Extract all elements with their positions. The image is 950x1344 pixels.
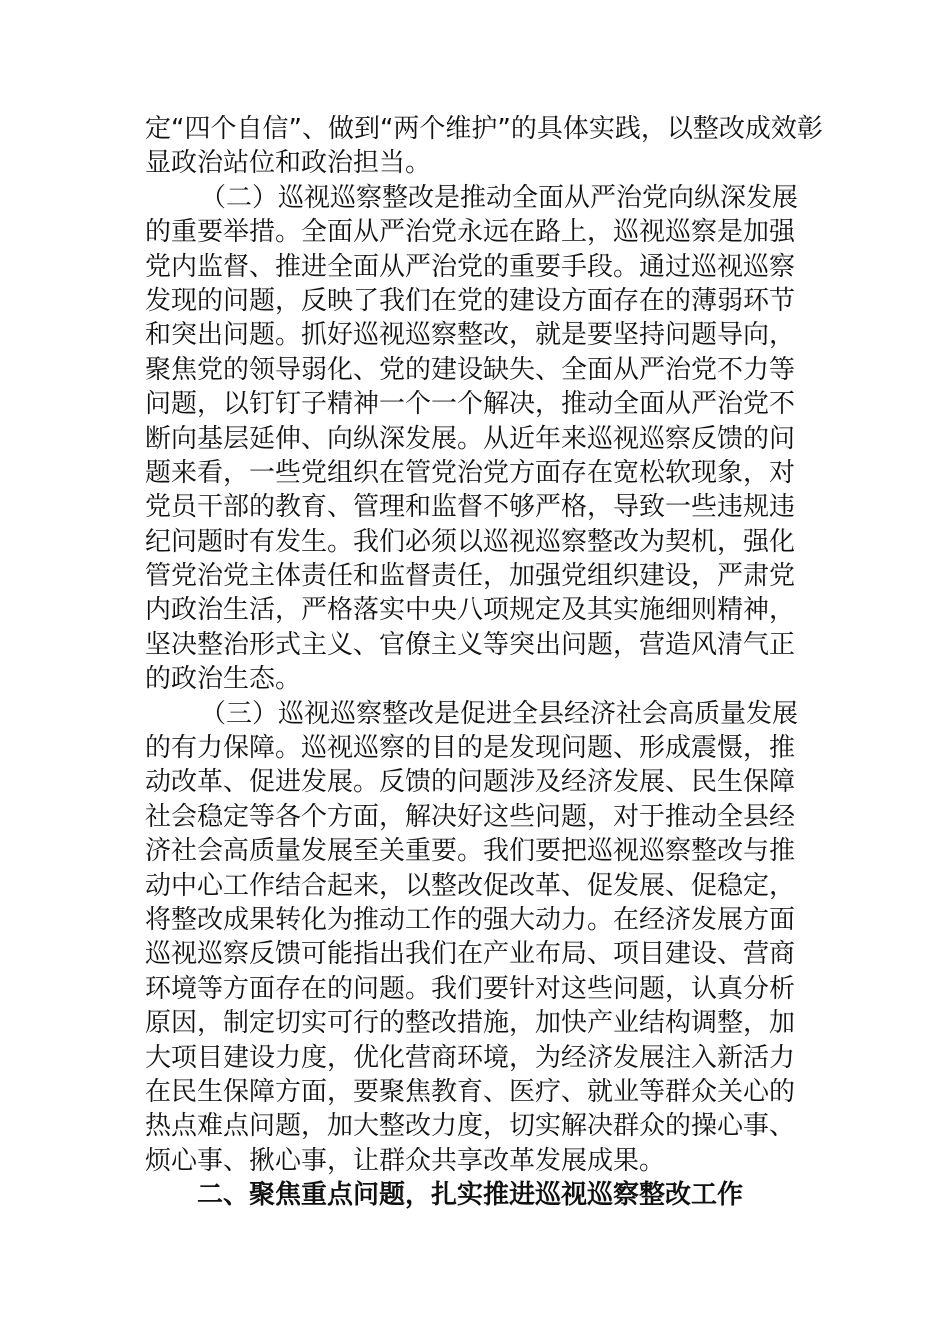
text-line: 巡视巡察反馈可能指出我们在产业布局、项目建设、营商: [145, 939, 796, 970]
text-line: 社会稳定等各个方面，解决好这些问题，对于推动全县经: [145, 801, 796, 832]
section-start-line: （三）巡视巡察整改是促进全县经济社会高质量发展: [200, 698, 799, 729]
text-line: 断向基层延伸、向纵深发展。从近年来巡视巡察反馈的问: [145, 423, 796, 454]
text-line: 在民生保障方面，要聚焦教育、医疗、就业等群众关心的: [145, 1076, 796, 1107]
text-line: 济社会高质量发展至关重要。我们要把巡视巡察整改与推: [145, 836, 796, 867]
text-line: 烦心事、揪心事，让群众共享改革发展成果。: [145, 1145, 666, 1176]
text-line: 环境等方面存在的问题。我们要针对这些问题，认真分析: [145, 973, 796, 1004]
text-line: 大项目建设力度，优化营商环境，为经济发展注入新活力: [145, 1042, 796, 1073]
text-line: 定“四个自信”、做到“两个维护”的具体实践，以整改成效彰: [145, 114, 823, 144]
text-line: 动中心工作结合起来，以整改促改革、促发展、促稳定，: [145, 870, 796, 901]
text-line: 显政治站位和政治担当。: [145, 148, 432, 179]
text-line: 动改革、促进发展。反馈的问题涉及经济发展、民生保障: [145, 767, 796, 798]
text-line: 题来看，一些党组织在管党治党方面存在宽松软现象，对: [145, 457, 796, 488]
section-heading: 二、聚焦重点问题，扎实推进巡视巡察整改工作: [197, 1180, 744, 1211]
text-line: 聚焦党的领导弱化、党的建设缺失、全面从严治党不力等: [145, 354, 796, 385]
text-line: 党内监督、推进全面从严治党的重要手段。通过巡视巡察: [145, 251, 796, 282]
text-line: 内政治生活，严格落实中央八项规定及其实施细则精神，: [145, 595, 796, 626]
text-line: 管党治党主体责任和监督责任，加强党组织建设，严肃党: [145, 561, 796, 592]
text-line: 的重要举措。全面从严治党永远在路上，巡视巡察是加强: [145, 217, 796, 248]
text-line: 原因，制定切实可行的整改措施，加快产业结构调整，加: [145, 1008, 796, 1039]
text-line: 和突出问题。抓好巡视巡察整改，就是要坚持问题导向，: [145, 320, 796, 351]
text-line: 的政治生态。: [145, 664, 302, 695]
document-page: [145, 112, 823, 1213]
text-line: 坚决整治形式主义、官僚主义等突出问题，营造风清气正: [145, 629, 796, 660]
text-line: 热点难点问题，加大整改力度，切实解决群众的操心事、: [145, 1111, 796, 1142]
text-line: 党员干部的教育、管理和监督不够严格，导致一些违规违: [145, 492, 796, 523]
text-line: 将整改成果转化为推动工作的强大动力。在经济发展方面: [145, 904, 796, 935]
text-line: 的有力保障。巡视巡察的目的是发现问题、形成震慑，推: [145, 733, 796, 764]
text-line: 纪问题时有发生。我们必须以巡视巡察整改为契机，强化: [145, 526, 796, 557]
text-line: 发现的问题，反映了我们在党的建设方面存在的薄弱环节: [145, 285, 796, 316]
text-line: 问题，以钉钉子精神一个一个解决，推动全面从严治党不: [145, 389, 796, 420]
section-start-line: （二）巡视巡察整改是推动全面从严治党向纵深发展: [200, 182, 799, 213]
